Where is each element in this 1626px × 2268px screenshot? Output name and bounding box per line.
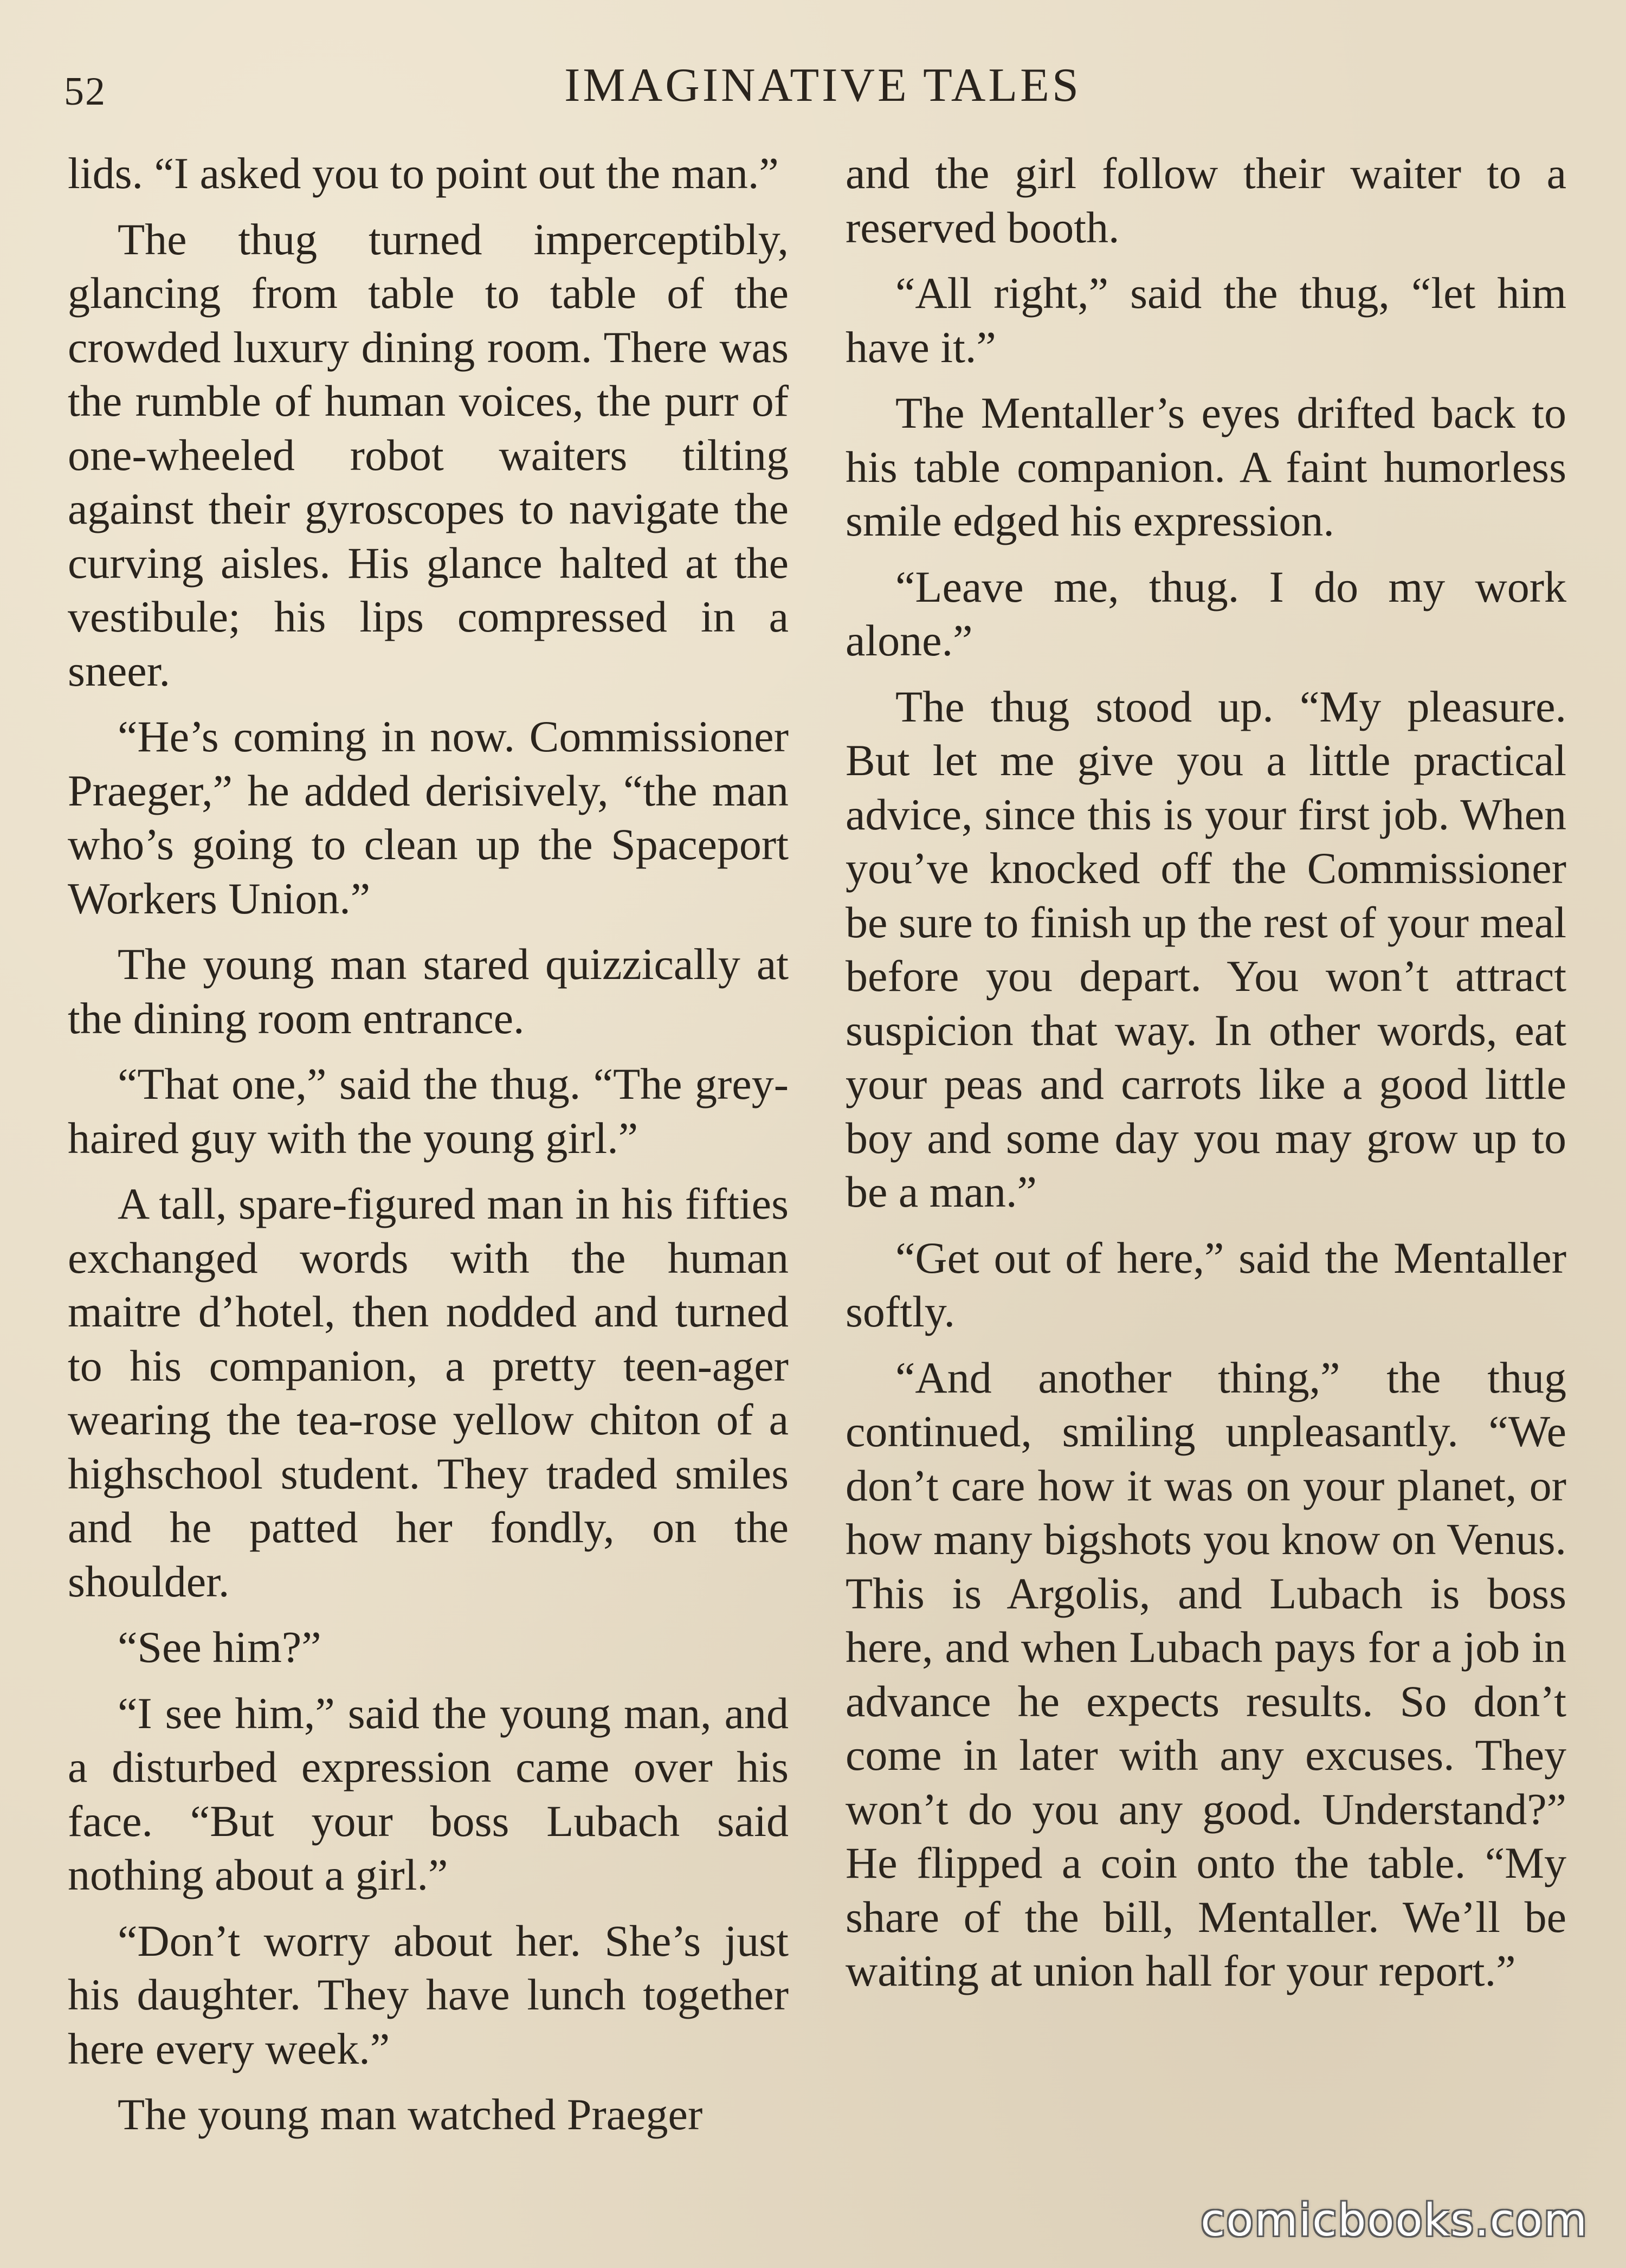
- right-column: [846, 146, 1566, 2010]
- paragraph: “Get out of here,” said the Mentaller softly.: [846, 1233, 1566, 1336]
- paragraph: “He’s coming in now. Commissioner Praeger,” he added derisively, “the man who’s going to clean up the Spaceport Workers Union.”: [68, 712, 789, 923]
- page-number: 52: [64, 69, 106, 114]
- paragraph: A tall, spare-figured man in his fifties exchanged words with the human maitre d’hotel, then nodded and turned to his companion, a pretty teen-ager wearing the tea-rose yellow chiton of a highschool student. They traded smiles and he patted her fondly, on the shoulder.: [68, 1179, 789, 1606]
- paragraph: The young man stared quizzically at the dining room entrance.: [68, 939, 789, 1043]
- paragraph: “All right,” said the thug, “let him have it.”: [846, 268, 1566, 372]
- paragraph: “Leave me, thug. I do my work alone.”: [846, 562, 1566, 665]
- paragraph: “See him?”: [118, 1622, 321, 1672]
- paragraph: The thug stood up. “My pleasure. But let me give you a little practical advice, since this is your first job. When you’ve knocked off the Commissioner be sure to finish up the rest of your meal before you depart. You won’t attract suspicion that way. In other words, eat your peas and carrots like a good little boy and some day you may grow up to be a man.”: [846, 681, 1566, 1216]
- paragraph: “That one,” said the thug. “The grey-haired guy with the young girl.”: [68, 1059, 789, 1163]
- running-title: IMAGINATIVE TALES: [564, 59, 1081, 112]
- paragraph: “Don’t worry about her. She’s just his daughter. They have lunch together here every week.”: [68, 1916, 789, 2073]
- left-column: [68, 146, 789, 2154]
- paragraph: “I see him,” said the young man, and a disturbed expression came over his face. “But your boss Lubach said nothing about a girl.”: [68, 1688, 789, 1899]
- paragraph: The young man watched Praeger: [118, 2090, 703, 2139]
- paragraph: “And another thing,” the thug continued, smiling unpleasantly. “We don’t care how it was on your planet, or how many bigshots you know on Venus. This is Argolis, and Lubach is boss here, and when Lubach pays for a job in advance he expects results. So don’t come in later with any excuses. They won’t do you any good. Understand?” He flipped a coin onto the table. “My share of the bill, Mentaller. We’ll be waiting at union hall for your report.”: [846, 1352, 1566, 1995]
- paragraph: The Mentaller’s eyes drifted back to his table companion. A faint humorless smile edged his expression.: [846, 388, 1566, 545]
- paragraph: The thug turned imperceptibly, glancing from table to table of the crowded luxury dining room. There was the rumble of human voices, the purr of one-wheeled robot waiters tilting against their gyroscopes to navigate the curving aisles. His glance halted at the vestibule; his lips compressed in a sneer.: [68, 214, 789, 695]
- paragraph: lids. “I asked you to point out the man.”: [68, 149, 779, 198]
- site-watermark: comicbooks.com: [1201, 2195, 1588, 2246]
- paragraph: and the girl follow their waiter to a reserved booth.: [846, 149, 1566, 252]
- page-header: [64, 51, 1582, 117]
